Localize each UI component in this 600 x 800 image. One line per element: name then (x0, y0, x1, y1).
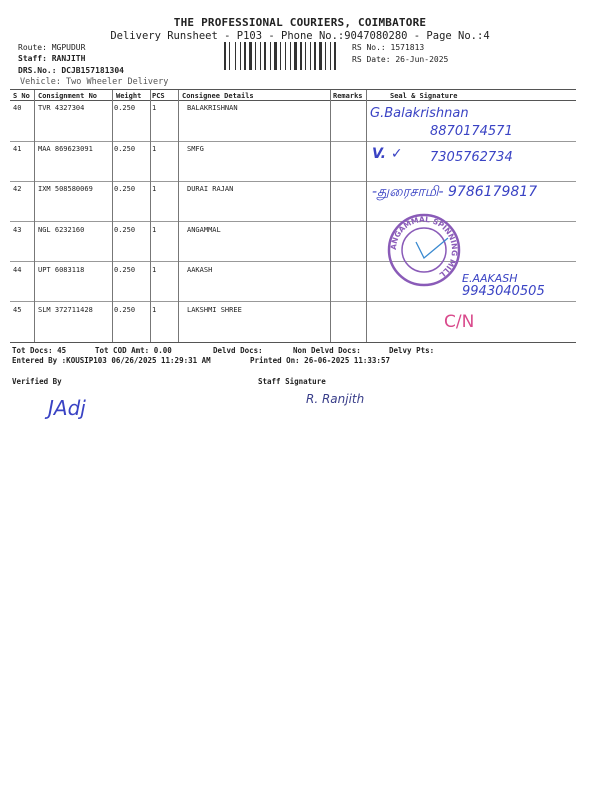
entered-by: Entered By :KOUSIP103 06/26/2025 11:29:31 AM (12, 356, 211, 365)
cell-sno: 42 (13, 185, 22, 193)
handwritten-phone: 8870174571 (430, 124, 513, 139)
rs-date: RS Date: 26-Jun-2025 (352, 55, 449, 64)
route-label: Route: MGPUDUR (18, 43, 86, 52)
cell-consignee: BALAKRISHNAN (187, 104, 238, 112)
row-divider (10, 141, 576, 142)
cell-consignment: UPT 6083118 (38, 266, 85, 274)
col-header-pcs: PCS (152, 92, 165, 100)
col-header-consignee: Consignee Details (182, 92, 254, 100)
barcode (224, 42, 342, 70)
handwritten-phone: 7305762734 (430, 150, 513, 165)
cell-weight: 0.250 (114, 306, 136, 314)
row-divider (10, 261, 576, 262)
delivery-points: Delvy Pts: (389, 346, 435, 355)
cell-consignment: SLM 372711428 (38, 306, 93, 314)
col-divider (112, 90, 113, 342)
cell-pcs: 1 (152, 306, 157, 314)
col-header-signature: Seal & Signature (390, 92, 458, 100)
col-divider (150, 90, 151, 342)
vehicle-label: Vehicle: Two Wheeler Delivery (20, 77, 169, 87)
total-docs: Tot Docs: 45 (12, 346, 67, 355)
printed-on: Printed On: 26-06-2025 11:33:57 (250, 356, 390, 365)
company-stamp (386, 212, 462, 288)
cell-weight: 0.250 (114, 185, 136, 193)
total-cod: Tot COD Amt: 0.00 (95, 346, 172, 355)
cell-consignee: LAKSHMI SHREE (187, 306, 242, 314)
cell-consignment: NGL 6232160 (38, 226, 85, 234)
delivered-docs: Delvd Docs: (213, 346, 263, 355)
col-divider (34, 90, 35, 342)
document-subtitle: Delivery Runsheet - P103 - Phone No.:9047080280 - Page No.:4 (110, 30, 490, 42)
col-header-remarks: Remarks (333, 92, 363, 100)
cell-sno: 40 (13, 104, 22, 112)
cell-sno: 43 (13, 226, 22, 234)
cell-sno: 41 (13, 145, 22, 153)
cell-sno: 45 (13, 306, 22, 314)
table-top-border (10, 89, 576, 90)
cell-consignment: MAA 869623091 (38, 145, 93, 153)
drs-number: DRS.No.: DCJB157181304 (18, 66, 124, 75)
col-header-consignment: Consignment No (38, 92, 98, 100)
stamp-text: ANGAMMAL SPINNING MILL (388, 214, 460, 280)
handwritten-name: G.Balakrishnan (370, 106, 469, 121)
staff-label: Staff: RANJITH (18, 54, 86, 63)
row-divider (10, 181, 576, 182)
row-divider (10, 221, 576, 222)
handwritten-name: E.AAKASH (462, 272, 518, 285)
handwritten-signature: V. ✓ (372, 146, 403, 162)
cell-weight: 0.250 (114, 266, 136, 274)
handwritten-name-phone: -துரைசாமி- 9786179817 (372, 184, 538, 200)
cell-consignee: AAKASH (187, 266, 213, 274)
col-divider (178, 90, 179, 342)
cell-consignee: DURAI RAJAN (187, 185, 234, 193)
cell-pcs: 1 (152, 185, 157, 193)
non-delivered-docs: Non Delvd Docs: (293, 346, 361, 355)
table-bottom-border (10, 342, 576, 343)
cell-pcs: 1 (152, 104, 157, 112)
cell-weight: 0.250 (114, 226, 136, 234)
cell-consignee: ANGAMMAL (187, 226, 221, 234)
table-header-border (10, 100, 576, 101)
cell-sno: 44 (13, 266, 22, 274)
cell-pcs: 1 (152, 266, 157, 274)
col-header-weight: Weight (116, 92, 142, 100)
rs-number: RS No.: 1571813 (352, 43, 425, 52)
verifier-signature: JAdj (48, 396, 86, 420)
document-title: THE PROFESSIONAL COURIERS, COIMBATORE (173, 16, 427, 29)
staff-signature-label: Staff Signature (258, 377, 326, 386)
handwritten-cn-mark: C/N (444, 312, 475, 332)
col-header-sno: S No (13, 92, 30, 100)
cell-consignment: TVR 4327304 (38, 104, 85, 112)
col-divider (330, 90, 331, 342)
cell-weight: 0.250 (114, 104, 136, 112)
cell-pcs: 1 (152, 145, 157, 153)
staff-signature: R. Ranjith (306, 392, 365, 406)
col-divider (366, 90, 367, 342)
cell-pcs: 1 (152, 226, 157, 234)
cell-consignee: SMFG (187, 145, 204, 153)
cell-consignment: IXM 508580069 (38, 185, 93, 193)
verified-by-label: Verified By (12, 377, 62, 386)
cell-weight: 0.250 (114, 145, 136, 153)
handwritten-phone: 9943040505 (462, 284, 545, 299)
row-divider (10, 301, 576, 302)
